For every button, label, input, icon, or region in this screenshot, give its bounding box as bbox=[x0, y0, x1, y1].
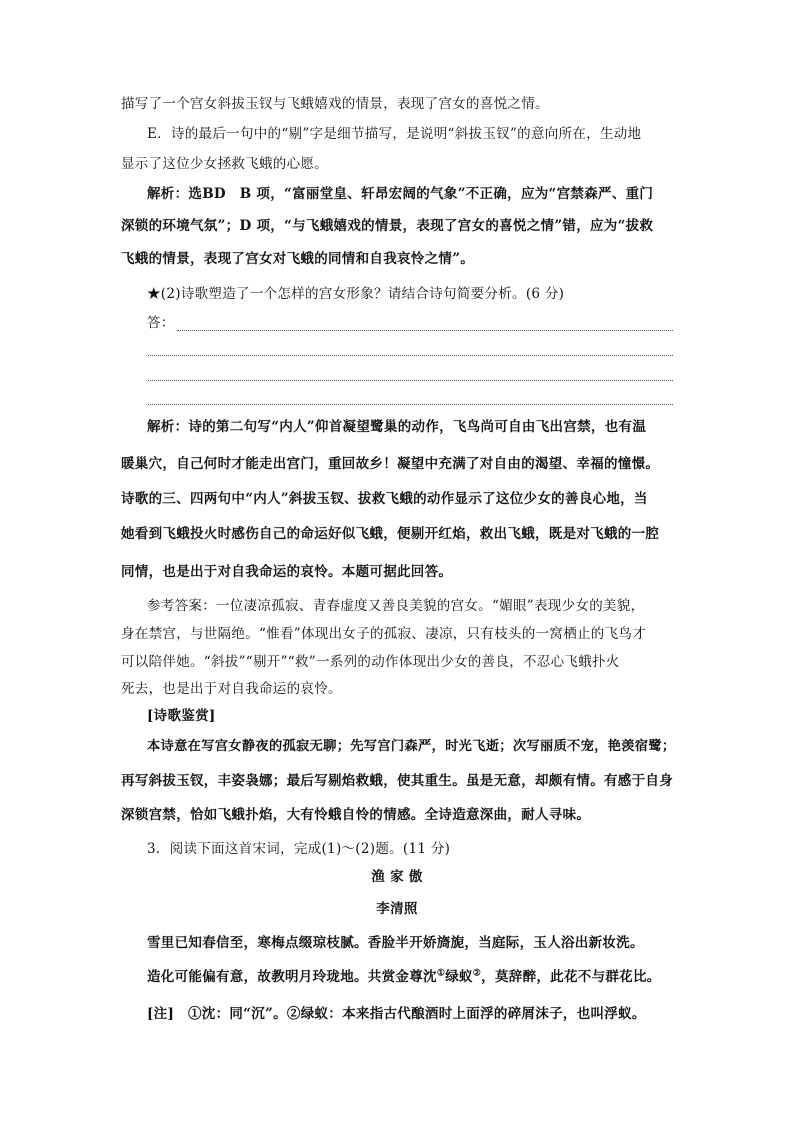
appreciation-line-2: 再写斜拔玉钗，丰姿袅娜；最后写剔焰救蛾，使其重生。虽是无意，却颇有情。有感于自身 bbox=[121, 773, 673, 789]
poem-verse-2-part-b: 绿蚁 bbox=[445, 969, 473, 985]
analysis-2-line-5: 同情，也是出于对自我命运的哀怜。本题可据此回答。 bbox=[121, 564, 453, 580]
reference-answer-line-2: 身在禁宫，与世隔绝。“惟看”体现出女子的孤寂、凄凉，只有枝头的一窝栖止的飞鸟才 bbox=[121, 626, 647, 642]
analysis-2-line-4: 她看到飞蛾投火时感伤自己的命运好似飞蛾，便剔开红焰，救出飞蛾，既是对飞蛾的一腔 bbox=[121, 526, 660, 542]
poem-footnote: [注] ①沈：同“沉”。②绿蚁：本来指古代酿酒时上面浮的碎屑沫子，也叫浮蚁。 bbox=[147, 1006, 646, 1022]
appreciation-line-1: 本诗意在写宫女静夜的孤寂无聊；先写宫门森严，时光飞逝；次写丽质不宠，艳羡宿鹭； bbox=[147, 739, 676, 754]
question-2-prompt: ★(2)诗歌塑造了一个怎样的宫女形象？请结合诗句简要分析。(6 分) bbox=[147, 286, 565, 302]
poem-verse-2-part-c: ，莫辞醉，此花不与群花比。 bbox=[481, 969, 661, 985]
option-e-line-1: E．诗的最后一句中的“剔”字是细节描写，是说明“斜拔玉钗”的意向所在，生动地 bbox=[147, 126, 642, 142]
poem-verse-2 bbox=[147, 968, 661, 986]
answer-line-4[interactable] bbox=[148, 404, 673, 405]
section-3-prompt: 3．阅读下面这首宋词，完成(1)～(2)题。(11 分) bbox=[147, 841, 451, 857]
poem-title: 渔 家 傲 bbox=[371, 869, 423, 885]
analysis-1-line-3: 飞蛾的情景，表现了宫女对飞蛾的同情和自我哀怜之情”。 bbox=[121, 251, 475, 267]
answer-label: 答： bbox=[147, 315, 175, 331]
answer-line-3[interactable] bbox=[148, 380, 673, 381]
answer-line-2[interactable] bbox=[148, 355, 673, 356]
footnote-marker-1: ① bbox=[436, 968, 446, 979]
option-d-continuation: 描写了一个宫女斜拔玉钗与飞蛾嬉戏的情景，表现了宫女的喜悦之情。 bbox=[121, 96, 549, 112]
analysis-2-line-3: 诗歌的三、四两句中“内人”斜拔玉钗、拔救飞蛾的动作显示了这位少女的善良心地，当 bbox=[121, 491, 648, 507]
analysis-1-line-2: 深锁的环境气氛”；D 项，“与飞蛾嬉戏的情景，表现了宫女的喜悦之情”错，应为“拔救 bbox=[121, 218, 654, 234]
poem-verse-2-part-a: 造化可能偏有意，故教明月玲珑地。共赏金尊沈 bbox=[147, 969, 437, 985]
analysis-2-line-2: 暖巢穴，自己何时才能走出宫门，重回故乡！凝望中充满了对自由的渴望、幸福的憧憬。 bbox=[121, 456, 660, 472]
reference-answer-line-4: 死去，也是出于对自我命运的哀怜。 bbox=[121, 681, 342, 697]
appreciation-heading: [诗歌鉴赏] bbox=[147, 708, 216, 724]
answer-line-1[interactable] bbox=[177, 330, 673, 331]
analysis-2-line-1: 解析：诗的第二句写“内人”仰首凝望鹭巢的动作，飞鸟尚可自由飞出宫禁，也有温 bbox=[147, 419, 647, 435]
reference-answer-line-3: 可以陪伴她。“斜拔”“剔开”“救”一系列的动作体现出少女的善良，不忍心飞蛾扑火 bbox=[121, 654, 620, 670]
analysis-1-line-1: 解析：选BD B 项，“富丽堂皇、轩昂宏阔的气象”不正确，应为“宫禁森严、重门 bbox=[147, 186, 654, 202]
poem-author: 李清照 bbox=[376, 901, 418, 917]
appreciation-line-3: 深锁宫禁，恰如飞蛾扑焰，大有怜蛾自怜的情感。全诗造意深曲，耐人寻味。 bbox=[121, 807, 591, 823]
poem-verse-1: 雪里已知春信至，寒梅点缀琼枝腻。香脸半开娇旖旎，当庭际，玉人浴出新妆洗。 bbox=[147, 935, 644, 951]
option-e-line-2: 显示了这位少女拯救飞蛾的心愿。 bbox=[121, 156, 328, 172]
footnote-marker-2: ② bbox=[472, 968, 482, 979]
reference-answer-line-1: 参考答案：一位凄凉孤寂、青春虚度又善良美貌的宫女。“媚眼”表现少女的美貌， bbox=[147, 598, 645, 614]
